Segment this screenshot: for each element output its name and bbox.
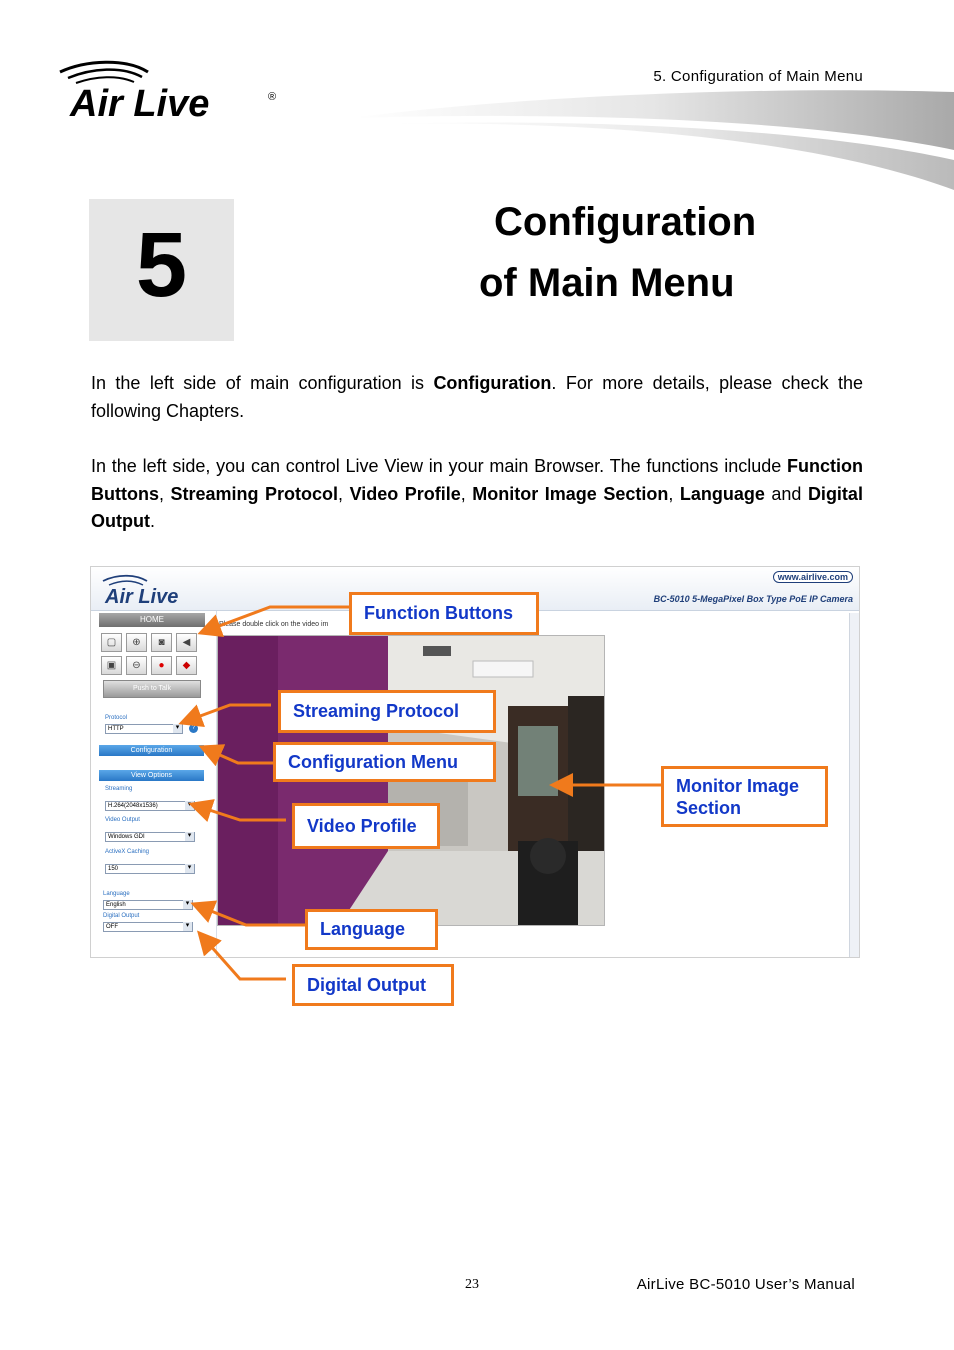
callout-monitor-image-section bbox=[661, 766, 828, 827]
callout-language bbox=[305, 909, 438, 950]
callout-digital-output bbox=[292, 964, 454, 1006]
callout-monitor-image-line1: Monitor Image bbox=[676, 775, 800, 796]
fit-window-icon[interactable]: ▣ bbox=[101, 656, 122, 675]
language-select[interactable]: English ▾ bbox=[103, 900, 193, 910]
callout-video-profile-label: Video Profile bbox=[307, 815, 417, 836]
svg-text:Air Live: Air Live bbox=[105, 586, 179, 607]
zoom-in-icon[interactable]: ⊕ bbox=[126, 633, 147, 652]
push-to-talk-button[interactable]: Push to Talk bbox=[103, 680, 201, 698]
chapter-title-line2: of Main Menu bbox=[479, 261, 735, 305]
callout-video-profile bbox=[292, 803, 440, 849]
activex-caching-select[interactable]: 150 ▾ bbox=[105, 864, 195, 874]
zoom-out-icon[interactable]: ⊖ bbox=[126, 656, 147, 675]
home-tab[interactable]: HOME bbox=[99, 613, 205, 627]
chapter-number: 5 bbox=[135, 214, 188, 316]
svg-text:®: ® bbox=[268, 91, 277, 103]
arrow-configuration-menu bbox=[204, 748, 273, 763]
chapter-title-line1: Configuration bbox=[494, 200, 757, 244]
activex-caching-label: ActiveX Caching bbox=[105, 849, 150, 855]
arrow-video-profile bbox=[194, 805, 286, 820]
svg-text:Air Live: Air Live bbox=[70, 83, 210, 122]
arrow-streaming-protocol bbox=[184, 705, 271, 722]
view-options-bar[interactable]: View Options bbox=[99, 770, 204, 781]
callout-digital-output-label: Digital Output bbox=[307, 974, 426, 995]
streaming-label: Streaming bbox=[105, 786, 133, 792]
callout-configuration-menu bbox=[273, 742, 496, 782]
page-number: 23 bbox=[465, 1277, 479, 1292]
speaker-icon[interactable]: ◀ bbox=[176, 633, 197, 652]
microphone-icon[interactable]: ◆ bbox=[176, 656, 197, 675]
callout-language-label: Language bbox=[320, 919, 406, 939]
language-label: Language bbox=[103, 891, 130, 897]
configuration-menu-bar[interactable]: Configuration bbox=[99, 745, 204, 756]
camera-ui-model: BC-5010 5-MegaPixel Box Type PoE IP Camera bbox=[653, 594, 853, 604]
paragraph-functions: In the left side, you can control Live View in your main Browser. The functions include Function Buttons, Streaming Protocol, Video Profile, Monitor Image Section, Language and Digital Output. bbox=[91, 456, 863, 531]
camera-ui-site-link[interactable]: www.airlive.com bbox=[773, 571, 853, 583]
callout-function-buttons bbox=[349, 592, 539, 635]
double-click-hint: Please double click on the video im bbox=[219, 621, 329, 628]
record-icon[interactable]: ● bbox=[151, 656, 172, 675]
manual-title: AirLive BC-5010 User’s Manual bbox=[636, 1276, 855, 1293]
video-output-label: Video Output bbox=[105, 817, 140, 823]
snapshot-camera-icon[interactable]: ◙ bbox=[151, 633, 172, 652]
arrow-function-buttons bbox=[203, 607, 349, 632]
video-output-select[interactable]: Windows GDI ▾ bbox=[105, 832, 195, 842]
protocol-select[interactable]: HTTP ▾ bbox=[105, 724, 183, 734]
streaming-select[interactable]: H.264(2048x1536) ▾ bbox=[105, 801, 195, 811]
callout-configuration-menu-label: Configuration Menu bbox=[288, 751, 458, 772]
callout-streaming-protocol-label: Streaming Protocol bbox=[293, 701, 460, 721]
digital-output-select[interactable]: OFF ▾ bbox=[103, 922, 193, 932]
fullscreen-icon[interactable]: ▢ bbox=[101, 633, 122, 652]
paragraph-intro: In the left side of main configuration is Configuration. For more details, please check the following Chapters. bbox=[91, 373, 864, 421]
protocol-label: Protocol bbox=[105, 715, 128, 721]
callout-monitor-image-line2: Section bbox=[676, 797, 742, 818]
digital-output-label: Digital Output bbox=[103, 913, 140, 919]
chapter-reference: 5. Configuration of Main Menu bbox=[653, 68, 863, 85]
arrow-digital-output bbox=[201, 935, 286, 979]
arrow-language bbox=[196, 905, 305, 925]
help-icon[interactable]: ? bbox=[189, 724, 198, 733]
callout-function-buttons-label: Function Buttons bbox=[364, 603, 513, 623]
callout-streaming-protocol bbox=[278, 690, 496, 733]
